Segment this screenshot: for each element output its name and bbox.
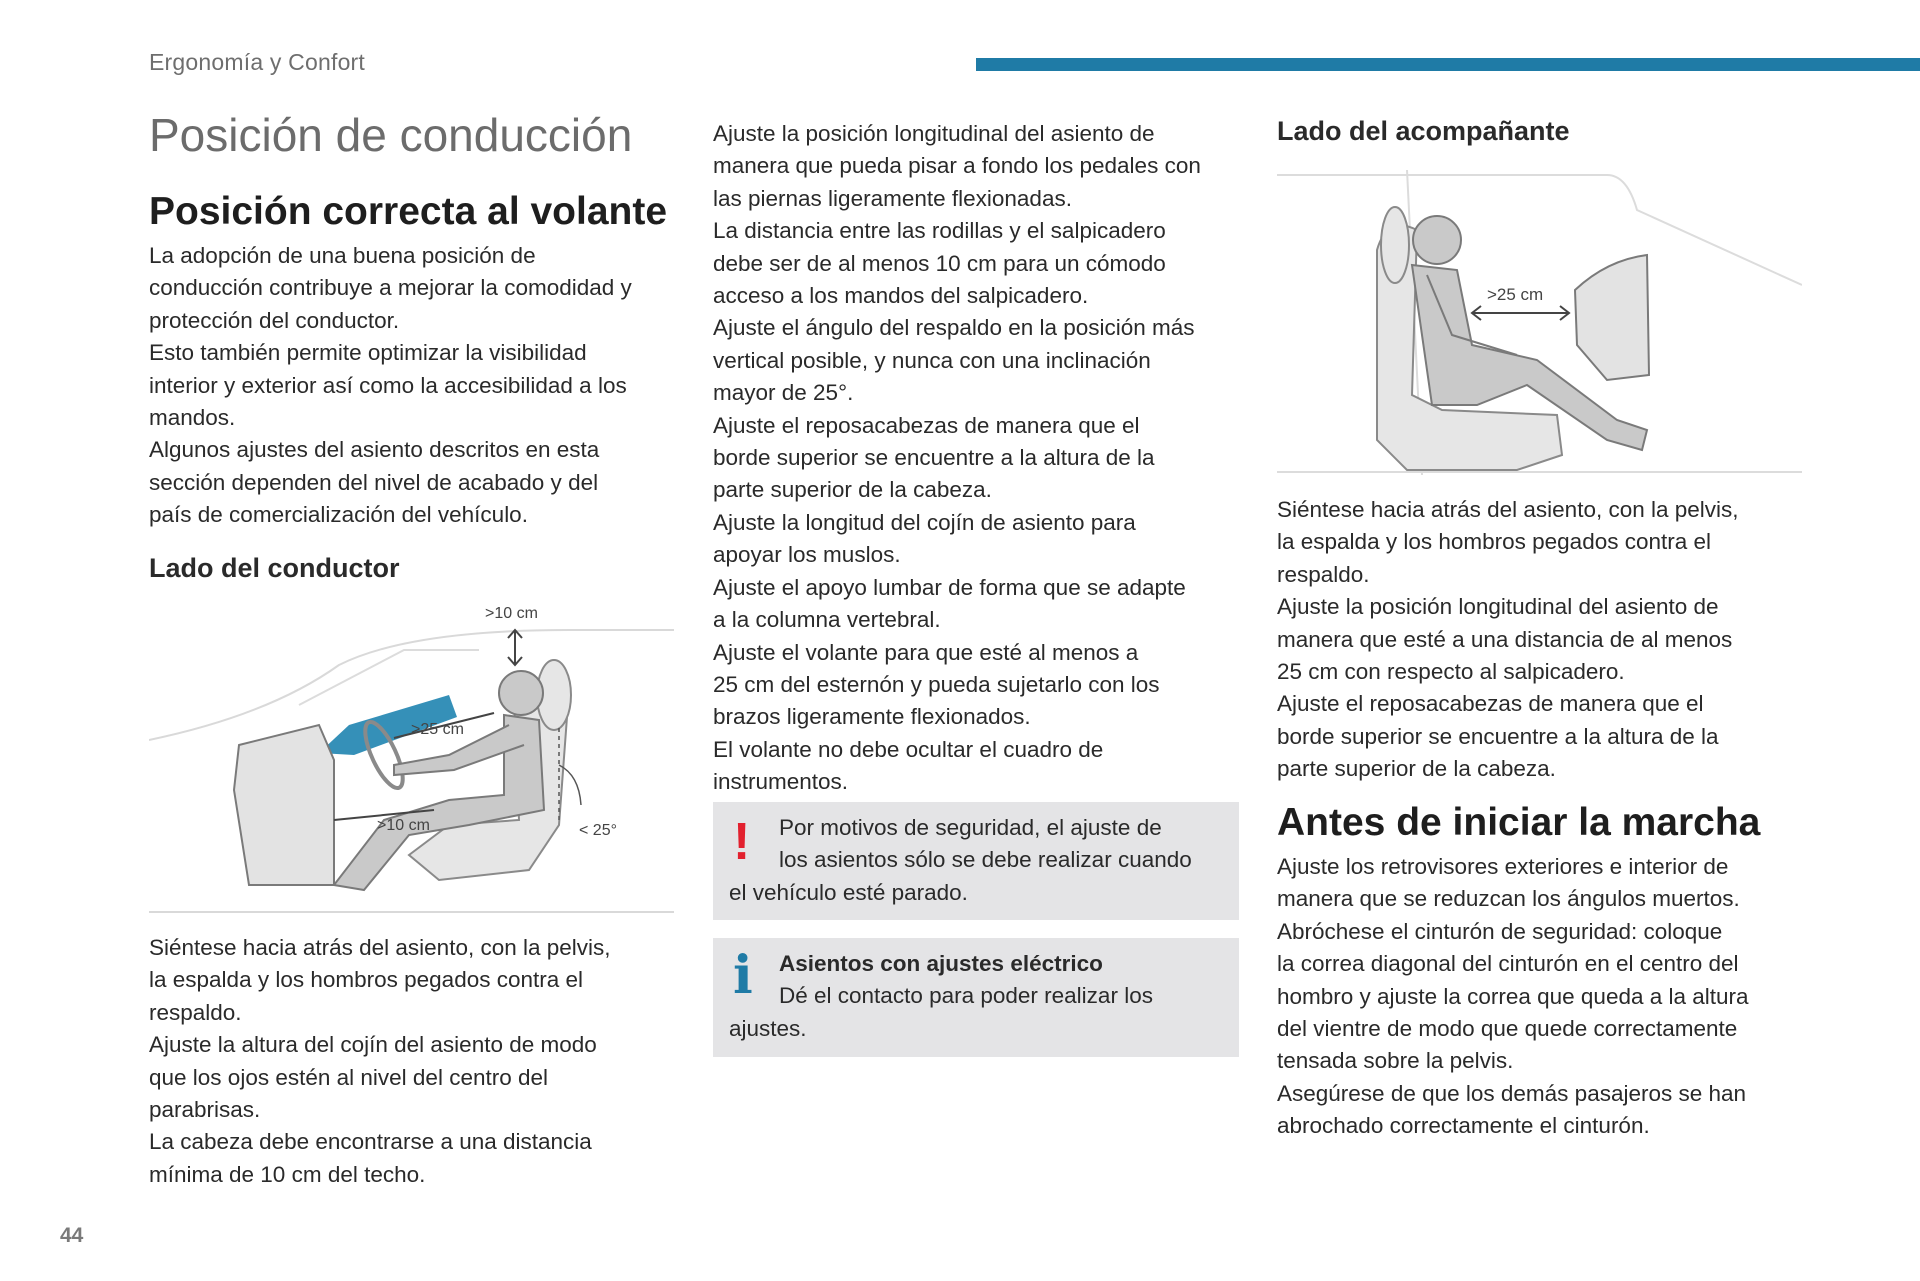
driver-position-illustration xyxy=(149,605,674,925)
text-line: que los ojos estén al nivel del centro del xyxy=(149,1064,549,1090)
passenger-side-paragraph xyxy=(1277,494,1817,786)
text-line: la correa diagonal del cinturón en el centro del xyxy=(1277,951,1739,977)
text-line: Ajuste la posición longitudinal del asiento de xyxy=(713,121,1155,146)
text-line: parte superior de la cabeza. xyxy=(1277,756,1556,782)
text-line: abrochado correctamente el cinturón. xyxy=(1277,1113,1650,1139)
section-heading-correct-position: Posición correcta al volante xyxy=(149,190,668,233)
text-line: hombro y ajuste la correa que queda a la altura xyxy=(1277,983,1749,1009)
warning-note-box xyxy=(713,802,1239,920)
warning-line: Por motivos de seguridad, el ajuste de xyxy=(779,815,1162,840)
text-line: 25 cm con respecto al salpicadero. xyxy=(1277,659,1625,685)
text-line: Ajuste la longitud del cojín de asiento para xyxy=(713,509,1136,535)
text-line: conducción contribuye a mejorar la comodidad y xyxy=(149,275,632,301)
passenger-side-heading: Lado del acompañante xyxy=(1277,116,1570,146)
warning-line: los asientos sólo se debe realizar cuando xyxy=(779,847,1192,873)
text-line: del vientre de modo que quede correctamente xyxy=(1277,1016,1738,1042)
text-line: mínima de 10 cm del techo. xyxy=(149,1161,426,1187)
info-note-text xyxy=(729,945,1153,1045)
text-line: Siéntese hacia atrás del asiento, con la pelvis, xyxy=(149,935,611,960)
text-line: La cabeza debe encontrarse a una distancia xyxy=(149,1129,592,1155)
text-line: borde superior se encuentre a la altura de la xyxy=(713,445,1155,471)
dashboard-distance-label: >25 cm xyxy=(1487,285,1544,304)
text-line: manera que pueda pisar a fondo los pedales con xyxy=(713,153,1201,179)
text-line: apoyar los muslos. xyxy=(713,542,901,568)
info-icon: i xyxy=(733,945,753,1006)
driver-side-heading: Lado del conductor xyxy=(149,553,400,583)
text-line: El volante no debe ocultar el cuadro de xyxy=(713,736,1104,762)
text-line: debe ser de al menos 10 cm para un cómodo xyxy=(713,250,1166,276)
warning-note-text xyxy=(729,812,1192,909)
text-line: Ajuste el reposacabezas de manera que el xyxy=(713,412,1140,438)
text-line: la espalda y los hombros pegados contra el xyxy=(149,967,584,993)
intro-paragraph xyxy=(149,240,689,532)
text-line: 25 cm del esternón y pueda sujetarlo con los xyxy=(713,671,1160,697)
text-line: acceso a los mandos del salpicadero. xyxy=(713,283,1089,309)
text-line: La distancia entre las rodillas y el salpicadero xyxy=(713,218,1166,244)
before-starting-heading: Antes de iniciar la marcha xyxy=(1277,801,1761,844)
page-number: 44 xyxy=(60,1224,84,1247)
header-section-label: Ergonomía y Confort xyxy=(149,49,366,75)
text-line: respaldo. xyxy=(1277,561,1370,587)
text-line: manera que esté a una distancia de al menos xyxy=(1277,626,1733,652)
text-line: mandos. xyxy=(149,405,236,431)
text-line: Asegúrese de que los demás pasajeros se han xyxy=(1277,1080,1747,1106)
text-line: Ajuste el reposacabezas de manera que el xyxy=(1277,691,1704,717)
text-line: parte superior de la cabeza. xyxy=(713,477,992,503)
warning-exclamation-icon: ! xyxy=(733,813,751,871)
text-line: respaldo. xyxy=(149,999,242,1025)
text-line: Siéntese hacia atrás del asiento, con la pelvis, xyxy=(1277,497,1739,522)
text-line: a la columna vertebral. xyxy=(713,607,941,633)
text-line: sección dependen del nivel de acabado y del xyxy=(149,469,599,495)
text-line: Ajuste los retrovisores exteriores e interior de xyxy=(1277,854,1729,879)
text-line: tensada sobre la pelvis. xyxy=(1277,1048,1514,1074)
warning-line: el vehículo esté parado. xyxy=(729,879,968,905)
text-line: Ajuste la altura del cojín del asiento de modo xyxy=(149,1032,597,1058)
text-line: interior y exterior así como la accesibilidad a los xyxy=(149,372,627,398)
knee-distance-label: >10 cm xyxy=(377,817,430,834)
passenger-position-illustration xyxy=(1277,170,1802,485)
text-line: la espalda y los hombros pegados contra el xyxy=(1277,529,1712,555)
page-title: Posición de conducción xyxy=(149,109,633,161)
text-line: mayor de 25°. xyxy=(713,380,854,406)
driver-side-paragraph xyxy=(149,932,689,1191)
text-line: Algunos ajustes del asiento descritos en esta xyxy=(149,437,600,463)
text-line: país de comercialización del vehículo. xyxy=(149,502,528,528)
text-line: vertical posible, y nunca con una inclinación xyxy=(713,347,1151,373)
text-line: parabrisas. xyxy=(149,1097,261,1123)
text-line: protección del conductor. xyxy=(149,307,400,333)
text-line: Ajuste el apoyo lumbar de forma que se adapte xyxy=(713,574,1186,600)
text-line: Ajuste la posición longitudinal del asiento de xyxy=(1277,594,1719,620)
text-line: Ajuste el ángulo del respaldo en la posición más xyxy=(713,315,1195,341)
text-line: Ajuste el volante para que esté al menos a xyxy=(713,639,1139,665)
info-note-title: Asientos con ajustes eléctrico xyxy=(779,951,1103,976)
info-line: Dé el contacto para poder realizar los xyxy=(779,983,1153,1009)
text-line: instrumentos. xyxy=(713,769,849,795)
before-starting-paragraph xyxy=(1277,851,1817,1143)
roof-distance-label: >10 cm xyxy=(485,605,538,622)
text-line: La adopción de una buena posición de xyxy=(149,243,536,268)
text-line: Abróchese el cinturón de seguridad: coloque xyxy=(1277,918,1723,944)
adjustment-instructions xyxy=(713,118,1253,799)
backrest-angle-label: < 25° xyxy=(579,822,617,839)
info-note-box xyxy=(713,938,1239,1057)
header-accent-bar xyxy=(976,58,1920,71)
text-line: brazos ligeramente flexionados. xyxy=(713,704,1031,730)
text-line: las piernas ligeramente flexionadas. xyxy=(713,185,1072,211)
text-line: manera que se reduzcan los ángulos muertos. xyxy=(1277,886,1740,912)
wheel-distance-label: >25 cm xyxy=(411,721,464,738)
text-line: borde superior se encuentre a la altura de la xyxy=(1277,723,1719,749)
text-line: Esto también permite optimizar la visibilidad xyxy=(149,340,587,366)
info-line: ajustes. xyxy=(729,1015,807,1041)
